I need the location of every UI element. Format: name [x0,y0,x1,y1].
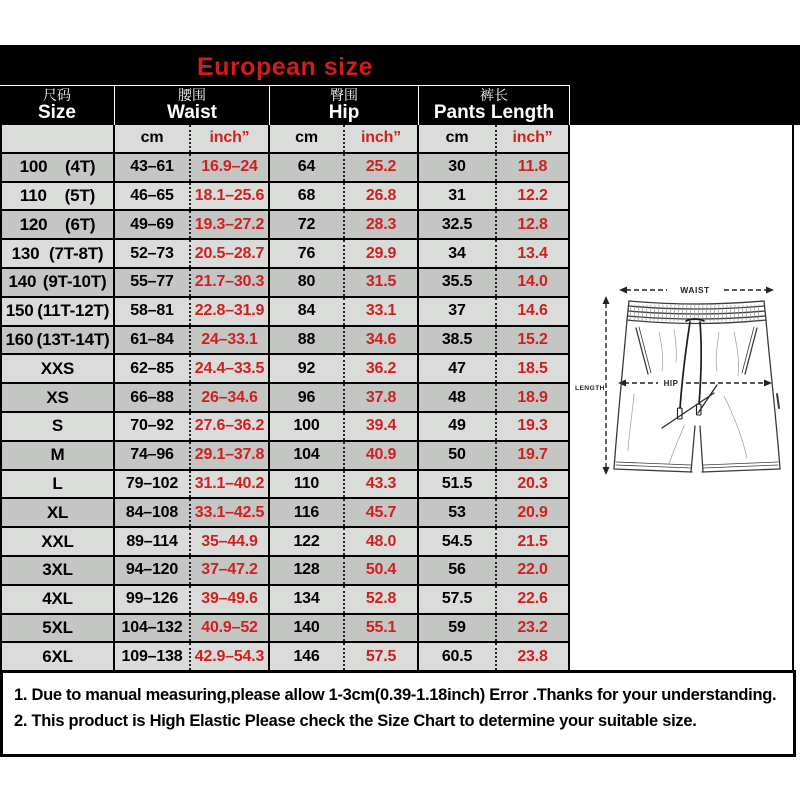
size-label: 6XL [42,646,73,666]
header-hip-en: Hip [328,102,360,124]
size-cell [2,183,115,210]
size-cell [2,269,115,296]
waist-cm-cell: 58–81 [115,298,191,325]
length-inch-cell: 22.0 [517,561,548,579]
header-hip-zh: 臀围 [330,86,358,103]
hip-cm-cell: 76 [270,240,345,267]
header-size-en: Size [37,102,77,124]
size-cell [2,615,115,642]
length-cm-cell: 59 [419,615,497,642]
waist-cm-cell: 84–108 [115,499,191,526]
hip-inch-cell: 36.2 [345,355,419,382]
length-inch-cell: 21.5 [517,532,548,550]
size-cell [2,154,115,181]
unit-cm-cell: cm [419,125,497,152]
waist-cm-cell: 94–120 [115,557,191,584]
waist-cm-cell: 49–69 [115,211,191,238]
drawstring [678,319,705,419]
waist-cm-cell: 61–84 [115,327,191,354]
length-cm-cell: 35.5 [419,269,497,296]
hip-cm-cell: 140 [270,615,345,642]
length-arrow-bottom-icon [603,467,610,475]
length-cm-cell: 38.5 [419,327,497,354]
table-row [2,298,568,327]
size-age-tag: (6T) [64,214,96,234]
length-inch-cell: 15.2 [517,330,548,348]
right-pocket [745,328,757,374]
waist-cm-cell: 66–88 [115,384,191,411]
hip-inch-cell: 25.2 [345,154,419,181]
waist-inch-cell: 18.1–25.6 [191,183,270,210]
notes-box [0,670,796,757]
hip-cm-cell: 122 [270,528,345,555]
size-label: L [52,473,63,493]
waist-inch-cell: 29.1–37.8 [191,442,270,469]
table-row [2,355,568,384]
hip-cm-cell: 92 [270,355,345,382]
size-label: 130 [11,243,40,263]
length-inch-cell: 23.8 [517,647,548,665]
waist-cm-cell: 89–114 [115,528,191,555]
hip-cm-cell: 72 [270,211,345,238]
waist-cm-cell: 79–102 [115,471,191,498]
size-cell [2,557,115,584]
hip-inch-cell: 40.9 [345,442,419,469]
units-row [2,125,568,154]
hip-inch-cell: 57.5 [345,643,419,670]
size-label: 100 [19,157,48,177]
left-pocket [636,328,648,374]
length-inch-cell: 20.9 [517,503,548,521]
waist-inch-cell: 39–49.6 [191,586,270,613]
table-row [2,183,568,212]
size-cell [2,298,115,325]
hip-inch-cell: 55.1 [345,615,419,642]
waist-inch-cell: 20.5–28.7 [191,240,270,267]
header-size [0,86,115,126]
waist-cm-cell: 99–126 [115,586,191,613]
length-inch-cell: 20.3 [517,474,548,492]
waist-cm-cell: 109–138 [115,643,191,670]
waist-inch-cell: 24.4–33.5 [191,355,270,382]
table-row [2,154,568,183]
length-inch-cell: 18.5 [517,359,548,377]
size-cell [2,240,115,267]
hip-inch-cell: 39.4 [345,413,419,440]
table-row [2,471,568,500]
length-inch-cell: 22.6 [517,590,548,608]
header-hip [270,86,419,126]
waist-inch-cell: 21.7–30.3 [191,269,270,296]
header-pants-length-zh: 裤长 [480,86,508,103]
hip-cm-cell: 100 [270,413,345,440]
table-row [2,557,568,586]
size-cell [2,528,115,555]
size-cell [2,327,115,354]
size-cell [2,384,115,411]
hip-cm-cell: 80 [270,269,345,296]
length-cm-cell: 53 [419,499,497,526]
size-label: 140 [8,272,37,292]
header-size-zh: 尺码 [43,86,71,103]
size-label: XXL [41,531,74,551]
waist-cm-cell: 62–85 [115,355,191,382]
header-pants-length-en: Pants Length [433,102,555,124]
length-cm-cell: 34 [419,240,497,267]
unit-cm-cell: cm [270,125,345,152]
length-cm-cell: 48 [419,384,497,411]
shorts-outline [614,301,780,472]
waist-inch-cell: 33.1–42.5 [191,499,270,526]
length-cm-cell: 32.5 [419,211,497,238]
table-row [2,211,568,240]
hip-cm-cell: 116 [270,499,345,526]
hip-arrow-right-icon [764,380,772,387]
hip-cm-cell: 84 [270,298,345,325]
page-title: European size [197,53,373,81]
size-label: 160 [5,329,34,349]
hip-inch-cell: 28.3 [345,211,419,238]
size-age-tag: (4T) [64,157,96,177]
hip-inch-cell: 37.8 [345,384,419,411]
hip-inch-cell: 45.7 [345,499,419,526]
length-inch-cell: 11.8 [517,158,548,176]
size-cell [2,355,115,382]
hip-cm-cell: 64 [270,154,345,181]
size-label: 120 [19,214,48,234]
waist-cm-cell: 46–65 [115,183,191,210]
waist-cm-cell: 70–92 [115,413,191,440]
length-cm-cell: 60.5 [419,643,497,670]
size-label: XL [46,502,69,522]
table-row [2,442,568,471]
hip-inch-cell: 34.6 [345,327,419,354]
hip-label: HIP [663,379,679,388]
hip-cm-cell: 104 [270,442,345,469]
size-age-tag: (7T-8T) [49,243,104,263]
length-cm-cell: 51.5 [419,471,497,498]
table-row [2,327,568,356]
table-row [2,413,568,442]
table-row [2,528,568,557]
header-waist [115,86,270,126]
size-label: S [51,416,64,436]
hip-inch-cell: 33.1 [345,298,419,325]
size-cell [2,211,115,238]
hip-inch-cell: 52.8 [345,586,419,613]
units-size-cell [2,125,115,152]
length-inch-cell: 19.3 [517,417,548,435]
table-row [2,499,568,528]
unit-cm-cell: cm [115,125,191,152]
hip-cm-cell: 88 [270,327,345,354]
hip-cm-cell: 68 [270,183,345,210]
waist-cm-cell: 52–73 [115,240,191,267]
length-inch-cell: 14.6 [517,302,548,320]
table-row [2,615,568,644]
unit-inch-cell: inch” [191,125,270,152]
note-1: 1. Due to manual measuring,please allow 1-3cm(0.39-1.18inch) Error .Thanks for your understanding. [14,685,777,704]
waist-inch-cell: 35–44.9 [191,528,270,555]
length-cm-cell: 56 [419,557,497,584]
size-cell [2,586,115,613]
size-label: XXS [40,358,75,378]
length-cm-cell: 57.5 [419,586,497,613]
waist-inch-cell: 27.6–36.2 [191,413,270,440]
length-inch-cell: 12.8 [517,215,548,233]
unit-inch-cell: inch” [345,125,419,152]
waist-inch-cell: 37–47.2 [191,557,270,584]
length-inch-cell: 23.2 [517,618,548,636]
length-inch-cell: 18.9 [517,388,548,406]
table-row [2,269,568,298]
size-label: 4XL [42,589,73,609]
header-pants-length [419,86,570,126]
size-label: 110 [19,185,47,205]
table-row [2,240,568,269]
length-inch-cell: 13.4 [517,244,548,262]
size-label: 5XL [42,617,73,637]
table-row [2,384,568,413]
hip-cm-cell: 134 [270,586,345,613]
length-cm-cell: 30 [419,154,497,181]
waist-cm-cell: 104–132 [115,615,191,642]
length-label: LENGTH [575,385,605,392]
shorts-measurement-diagram [574,276,800,488]
hip-cm-cell: 146 [270,643,345,670]
waist-cm-cell: 74–96 [115,442,191,469]
table-header-row [0,85,570,126]
size-label: XS [46,387,69,407]
hip-inch-cell: 43.3 [345,471,419,498]
waist-inch-cell: 24–33.1 [191,327,270,354]
unit-inch-cell: inch” [512,129,553,147]
hip-inch-cell: 50.4 [345,557,419,584]
hip-cm-cell: 96 [270,384,345,411]
header-waist-en: Waist [167,102,217,124]
length-cm-cell: 37 [419,298,497,325]
size-cell [2,499,115,526]
size-cell [2,442,115,469]
waist-inch-cell: 16.9–24 [191,154,270,181]
waist-inch-cell: 31.1–40.2 [191,471,270,498]
waist-inch-cell: 19.3–27.2 [191,211,270,238]
waist-arrow-left-icon [619,287,627,294]
length-inch-cell: 12.2 [517,186,548,204]
length-arrow-top-icon [603,296,610,304]
size-table [0,125,570,670]
header-waist-zh: 腰围 [178,86,206,103]
waist-inch-cell: 22.8–31.9 [191,298,270,325]
waist-inch-cell: 26–34.6 [191,384,270,411]
waist-inch-cell: 40.9–52 [191,615,270,642]
hip-inch-cell: 26.8 [345,183,419,210]
size-age-tag: (13T-14T) [36,329,110,349]
size-label: 150 [5,301,34,321]
size-label: M [50,445,65,465]
length-cm-cell: 50 [419,442,497,469]
hip-inch-cell: 31.5 [345,269,419,296]
size-cell [2,413,115,440]
size-age-tag: (9T-10T) [42,272,107,292]
length-inch-cell: 19.7 [517,446,548,464]
size-cell [2,471,115,498]
size-cell [2,643,115,670]
length-cm-cell: 47 [419,355,497,382]
waist-cm-cell: 55–77 [115,269,191,296]
hip-inch-cell: 48.0 [345,528,419,555]
size-age-tag: (11T-12T) [37,301,110,321]
waist-arrow-right-icon [766,287,774,294]
table-row [2,643,568,670]
length-inch-cell: 14.0 [517,273,548,291]
size-age-tag: (5T) [64,185,96,205]
hip-inch-cell: 29.9 [345,240,419,267]
hip-cm-cell: 110 [270,471,345,498]
waist-inch-cell: 42.9–54.3 [191,643,270,670]
waist-label: WAIST [680,285,710,295]
table-row [2,586,568,615]
hip-cm-cell: 128 [270,557,345,584]
waist-cm-cell: 43–61 [115,154,191,181]
length-cm-cell: 31 [419,183,497,210]
length-cm-cell: 49 [419,413,497,440]
length-cm-cell: 54.5 [419,528,497,555]
note-2: 2. This product is High Elastic Please check the Size Chart to determine your suitable size. [14,711,697,730]
size-label: 3XL [42,560,73,580]
